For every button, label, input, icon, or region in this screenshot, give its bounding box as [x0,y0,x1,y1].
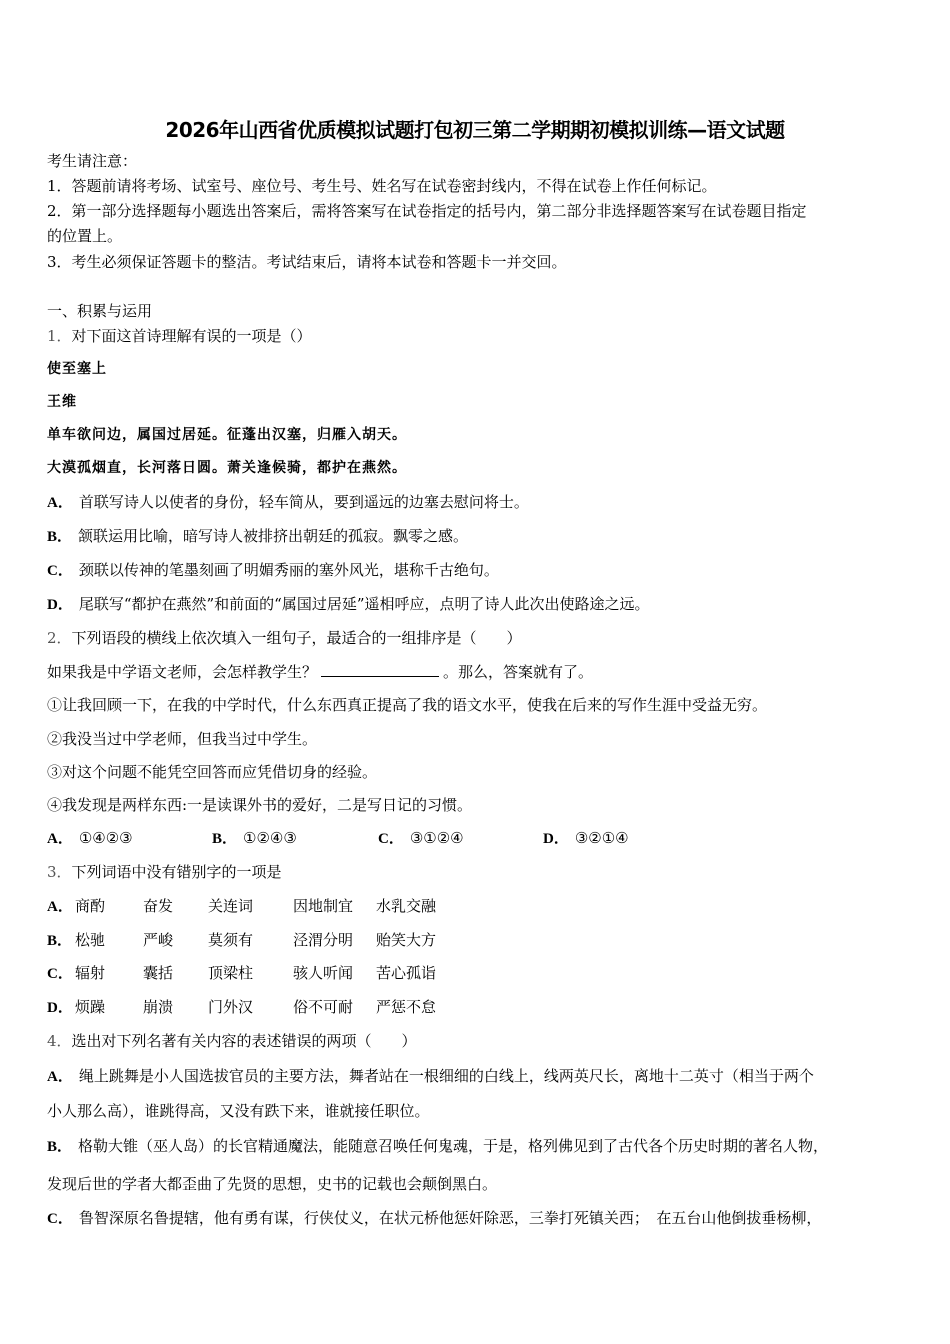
passage-text: 。那么，答案就有了。 [443,663,594,681]
option-label: A． [47,1069,73,1085]
word-item: 辐射 [75,964,106,982]
word-item: 骇人听闻 [293,964,354,982]
sentence: ④我发现是两样东西:一是读课外书的爱好，二是写日记的习惯。 [47,796,473,814]
question-number: 1． [47,327,72,345]
option-text: ③②①④ [574,829,629,847]
option-b [47,526,468,547]
word-item: 严峻 [143,931,174,949]
section-heading: 一、积累与运用 [47,302,153,320]
sentence: ②我没当过中学老师，但我当过中学生。 [47,730,318,748]
option-label: B． [212,831,238,847]
option-a [47,1066,814,1087]
question-2 [47,628,522,648]
option-label: C． [47,966,73,982]
question-3 [47,862,282,882]
notice-item: 2．第一部分选择题每小题选出答案后，需将答案写在试卷指定的括号内，第二部分非选择题答案写在试卷题目指定 [47,202,807,220]
word-item: 俗不可耐 [293,998,354,1016]
poem-line: 大漠孤烟直，长河落日圆。萧关逢候骑，都护在燕然。 [47,460,407,476]
option-label: D． [543,831,569,847]
option-label: B． [47,1139,73,1155]
question-1 [47,326,312,346]
option-b [212,828,297,849]
option-d [543,828,629,849]
word-item: 因地制宜 [293,897,354,915]
passage-text: 如果我是中学语文老师，会怎样教学生？ [47,663,318,681]
word-item: 苦心孤诣 [376,964,437,982]
question-stem: 选出对下列名著有关内容的表述错误的两项（ ） [71,1032,417,1050]
page-title: 2026年山西省优质模拟试题打包初三第二学期期初模拟训练—语文试题 [165,118,785,142]
option-label: C． [47,1211,73,1227]
option-a-continued: 小人那么高），谁跳得高，又没有跌下来，谁就接任职位。 [47,1102,430,1120]
sentence: ③对这个问题不能凭空回答而应凭借切身的经验。 [47,763,378,781]
word-item: 水乳交融 [376,897,437,915]
option-b [47,1136,828,1157]
question-stem: 对下面这首诗理解有误的一项是（） [71,327,312,345]
word-item: 泾渭分明 [293,931,354,949]
option-label: D． [47,1000,73,1016]
word-item: 关连词 [208,897,254,915]
option-text: ①④②③ [78,829,133,847]
option-label: B． [47,933,73,949]
word-item: 烦躁 [75,998,106,1016]
notice-heading: 考生请注意： [47,152,138,170]
word-item: 严惩不怠 [376,998,437,1016]
option-text: 颔联运用比喻，暗写诗人被排挤出朝廷的孤寂。飘零之感。 [78,527,469,545]
option-c [47,1208,821,1229]
option-b-continued: 发现后世的学者大都歪曲了先贤的思想，史书的记载也会颠倒黑白。 [47,1175,498,1193]
word-item: 门外汉 [208,998,254,1016]
question-stem: 下列词语中没有错别字的一项是 [71,863,282,881]
poem-line: 单车欲问边，属国过居延。征蓬出汉塞，归雁入胡天。 [47,427,407,443]
poem-author: 王维 [47,394,77,410]
question-number: 3． [47,863,72,881]
word-item: 商酌 [75,897,106,915]
option-label: A． [47,831,73,847]
option-label: B． [47,529,73,545]
option-label: C． [378,831,404,847]
option-text: 尾联写“都护在燕然”和前面的“属国过居延”遥相呼应，点明了诗人此次出使路途之远。 [78,595,650,613]
word-item: 顶梁柱 [208,964,254,982]
option-c [47,560,499,581]
word-item: 莫须有 [208,931,254,949]
option-label: A． [47,495,73,511]
option-row-b [47,930,78,951]
option-text: ③①②④ [409,829,464,847]
option-a [47,492,529,513]
word-item: 崩溃 [143,998,174,1016]
passage [47,662,593,682]
option-a [47,828,133,849]
option-text: 绳上跳舞是小人国选拔官员的主要方法，舞者站在一根细细的白线上，线两英尺长，离地十二英寸（相当于两个 [78,1067,814,1085]
poem-title: 使至塞上 [47,361,107,377]
question-stem: 下列语段的横线上依次填入一组句子，最适合的一组排序是（ ） [71,629,522,647]
question-number: 2． [47,629,72,647]
option-text: 颈联以传神的笔墨刻画了明媚秀丽的塞外风光，堪称千古绝句。 [78,561,499,579]
word-item: 贻笑大方 [376,931,437,949]
option-text: 鲁智深原名鲁提辖，他有勇有谋，行侠仗义，在状元桥他惩奸除恶，三拳打死镇关西； 在五台山他倒拔垂杨柳， [78,1209,822,1227]
word-item: 奋发 [143,897,174,915]
notice-item: 1．答题前请将考场、试室号、座位号、考生号、姓名写在试卷密封线内，不得在试卷上作任何标记。 [47,177,717,195]
word-item: 松驰 [75,931,106,949]
question-number: 4． [47,1032,72,1050]
option-text: 格勒大锥（巫人岛）的长官精通魔法，能随意召唤任何鬼魂，于是，格列佛见到了古代各个历史时期的著名人物， [78,1137,829,1155]
option-label: C． [47,563,73,579]
word-item: 囊括 [143,964,174,982]
notice-item: 3．考生必须保证答题卡的整洁。考试结束后，请将本试卷和答题卡一并交回。 [47,253,567,271]
option-text: 首联写诗人以使者的身份，轻车简从，要到遥远的边塞去慰问将士。 [78,493,529,511]
option-text: ①②④③ [243,829,297,847]
option-label: D． [47,597,73,613]
fill-blank [321,662,439,677]
notice-item: 的位置上。 [47,227,123,245]
option-c [378,828,464,849]
sentence: ①让我回顾一下，在我的中学时代，什么东西真正提高了我的语文水平，使我在后来的写作生涯中受益无穷。 [47,696,768,714]
option-label: A． [47,899,73,915]
question-4 [47,1031,417,1051]
option-d [47,594,650,615]
